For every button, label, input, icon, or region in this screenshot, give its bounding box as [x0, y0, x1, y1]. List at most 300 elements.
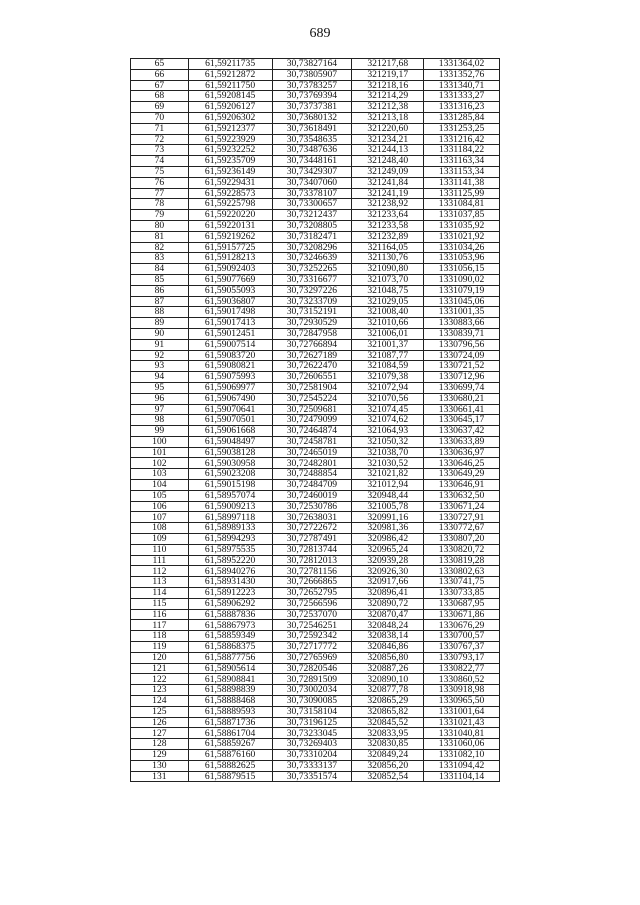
- table-cell: 30,72627189: [272, 350, 352, 361]
- table-cell: 81: [131, 231, 189, 242]
- table-cell: 1330636,97: [424, 447, 500, 458]
- table-cell: 1331352,76: [424, 69, 500, 80]
- table-cell: 1330839,71: [424, 328, 500, 339]
- table-cell: 61,58957074: [188, 490, 272, 501]
- table-cell: 61,59007514: [188, 339, 272, 350]
- table-cell: 61,59236149: [188, 166, 272, 177]
- table-cell: 1331253,25: [424, 123, 500, 134]
- table-cell: 30,73407060: [272, 177, 352, 188]
- table-cell: 71: [131, 123, 189, 134]
- table-cell: 30,72592342: [272, 631, 352, 642]
- table-cell: 321249,09: [352, 166, 424, 177]
- table-cell: 321048,75: [352, 285, 424, 296]
- table-cell: 69: [131, 102, 189, 113]
- table-cell: 30,72537070: [272, 609, 352, 620]
- table-cell: 1330676,29: [424, 620, 500, 631]
- table-cell: 1330820,72: [424, 544, 500, 555]
- table-cell: 320838,14: [352, 631, 424, 642]
- table-cell: 30,72638031: [272, 512, 352, 523]
- table-row: [131, 145, 500, 156]
- table-cell: 30,72458781: [272, 436, 352, 447]
- table-cell: 320890,72: [352, 598, 424, 609]
- table-cell: 30,72666865: [272, 577, 352, 588]
- table-cell: 1330727,91: [424, 512, 500, 523]
- table-cell: 321219,17: [352, 69, 424, 80]
- table-cell: 1331084,81: [424, 199, 500, 210]
- table-cell: 61,58889593: [188, 706, 272, 717]
- table-cell: 111: [131, 555, 189, 566]
- table-cell: 30,73208296: [272, 242, 352, 253]
- table-cell: 1330646,91: [424, 480, 500, 491]
- table-row: [131, 523, 500, 534]
- table-row: [131, 188, 500, 199]
- table-cell: 321074,62: [352, 415, 424, 426]
- table-cell: 1331021,92: [424, 231, 500, 242]
- table-cell: 321130,76: [352, 253, 424, 264]
- table-cell: 30,73208805: [272, 220, 352, 231]
- table-cell: 1330767,37: [424, 642, 500, 653]
- table-cell: 1330671,86: [424, 609, 500, 620]
- table-cell: 61,59212377: [188, 123, 272, 134]
- table-cell: 85: [131, 274, 189, 285]
- table-cell: 320965,24: [352, 544, 424, 555]
- table-cell: 82: [131, 242, 189, 253]
- table-cell: 1330645,17: [424, 415, 500, 426]
- table-cell: 321084,59: [352, 361, 424, 372]
- table-cell: 30,72652795: [272, 588, 352, 599]
- table-cell: 76: [131, 177, 189, 188]
- table-row: [131, 393, 500, 404]
- table-cell: 66: [131, 69, 189, 80]
- table-row: [131, 318, 500, 329]
- table-cell: 1331163,34: [424, 156, 500, 167]
- table-row: [131, 59, 500, 70]
- table-cell: 321234,21: [352, 134, 424, 145]
- table-cell: 321090,80: [352, 264, 424, 275]
- table-cell: 30,73805907: [272, 69, 352, 80]
- table-cell: 61,59157725: [188, 242, 272, 253]
- table-row: [131, 339, 500, 350]
- table-cell: 30,73002034: [272, 685, 352, 696]
- table-row: [131, 350, 500, 361]
- table-cell: 320877,78: [352, 685, 424, 696]
- table-row: [131, 177, 500, 188]
- table-row: [131, 771, 500, 782]
- table-cell: 30,73090085: [272, 696, 352, 707]
- table-cell: 99: [131, 426, 189, 437]
- table-cell: 61,58898839: [188, 685, 272, 696]
- table-cell: 30,72717772: [272, 642, 352, 653]
- table-cell: 1330772,67: [424, 523, 500, 534]
- table-row: [131, 123, 500, 134]
- table-cell: 61,58912223: [188, 588, 272, 599]
- table-cell: 30,73783257: [272, 80, 352, 91]
- table-cell: 321241,84: [352, 177, 424, 188]
- table-cell: 1330680,21: [424, 393, 500, 404]
- table-cell: 61,59228573: [188, 188, 272, 199]
- table-cell: 30,72566596: [272, 598, 352, 609]
- table-cell: 321079,38: [352, 372, 424, 383]
- table-row: [131, 501, 500, 512]
- table-row: [131, 220, 500, 231]
- table-cell: 125: [131, 706, 189, 717]
- table-row: [131, 242, 500, 253]
- table-cell: 321213,18: [352, 112, 424, 123]
- table-row: [131, 750, 500, 761]
- table-cell: 78: [131, 199, 189, 210]
- table-cell: 90: [131, 328, 189, 339]
- table-cell: 30,72813744: [272, 544, 352, 555]
- table-cell: 30,73316677: [272, 274, 352, 285]
- table-cell: 1330721,52: [424, 361, 500, 372]
- table-cell: 65: [131, 59, 189, 70]
- table-cell: 67: [131, 80, 189, 91]
- table-cell: 321217,68: [352, 59, 424, 70]
- table-cell: 30,72465019: [272, 447, 352, 458]
- table-cell: 73: [131, 145, 189, 156]
- table-cell: 30,73769394: [272, 91, 352, 102]
- table-cell: 130: [131, 760, 189, 771]
- table-cell: 1331035,92: [424, 220, 500, 231]
- table-cell: 30,73233709: [272, 296, 352, 307]
- table-cell: 68: [131, 91, 189, 102]
- table-cell: 1331333,27: [424, 91, 500, 102]
- table-cell: 61,59067490: [188, 393, 272, 404]
- table-cell: 61,59229431: [188, 177, 272, 188]
- table-row: [131, 652, 500, 663]
- table-row: [131, 577, 500, 588]
- table-cell: 115: [131, 598, 189, 609]
- table-cell: 1330687,95: [424, 598, 500, 609]
- table-cell: 30,73737381: [272, 102, 352, 113]
- table-cell: 1330712,96: [424, 372, 500, 383]
- table-cell: 1331340,71: [424, 80, 500, 91]
- table-cell: 61,59083720: [188, 350, 272, 361]
- table-cell: 321012,94: [352, 480, 424, 491]
- table-cell: 30,73448161: [272, 156, 352, 167]
- table-cell: 92: [131, 350, 189, 361]
- table-cell: 321030,52: [352, 458, 424, 469]
- table-cell: 61,59092403: [188, 264, 272, 275]
- table-cell: 1331037,85: [424, 210, 500, 221]
- table-cell: 1330793,17: [424, 652, 500, 663]
- table-cell: 61,59015198: [188, 480, 272, 491]
- table-cell: 321218,16: [352, 80, 424, 91]
- table-cell: 61,59211735: [188, 59, 272, 70]
- table-cell: 105: [131, 490, 189, 501]
- table-row: [131, 91, 500, 102]
- table-row: [131, 728, 500, 739]
- table-cell: 61,59211750: [188, 80, 272, 91]
- table-row: [131, 415, 500, 426]
- table-cell: 30,72930529: [272, 318, 352, 329]
- table-cell: 84: [131, 264, 189, 275]
- table-row: [131, 210, 500, 221]
- table-row: [131, 663, 500, 674]
- coordinates-table: [130, 58, 500, 782]
- table-cell: 1330671,24: [424, 501, 500, 512]
- table-cell: 1330965,50: [424, 696, 500, 707]
- table-cell: 61,59055093: [188, 285, 272, 296]
- table-cell: 30,72766894: [272, 339, 352, 350]
- table-cell: 30,72581904: [272, 382, 352, 393]
- table-cell: 103: [131, 469, 189, 480]
- table-cell: 89: [131, 318, 189, 329]
- table-cell: 321001,37: [352, 339, 424, 350]
- table-cell: 321021,82: [352, 469, 424, 480]
- table-cell: 320846,86: [352, 642, 424, 653]
- table-cell: 1331082,10: [424, 750, 500, 761]
- table-cell: 30,73429307: [272, 166, 352, 177]
- table-cell: 1330860,52: [424, 674, 500, 685]
- table-row: [131, 69, 500, 80]
- table-cell: 1331153,34: [424, 166, 500, 177]
- table-cell: 321238,92: [352, 199, 424, 210]
- table-cell: 91: [131, 339, 189, 350]
- table-cell: 61,58877756: [188, 652, 272, 663]
- table-cell: 61,59080821: [188, 361, 272, 372]
- table-cell: 1330724,09: [424, 350, 500, 361]
- table-row: [131, 490, 500, 501]
- table-cell: 61,59077669: [188, 274, 272, 285]
- table-cell: 321232,89: [352, 231, 424, 242]
- table-cell: 61,59206127: [188, 102, 272, 113]
- table-cell: 61,58989133: [188, 523, 272, 534]
- table-row: [131, 739, 500, 750]
- table-row: [131, 534, 500, 545]
- table-cell: 30,73827164: [272, 59, 352, 70]
- table-row: [131, 609, 500, 620]
- table-row: [131, 685, 500, 696]
- table-row: [131, 264, 500, 275]
- table-cell: 30,72484709: [272, 480, 352, 491]
- table-cell: 109: [131, 534, 189, 545]
- table-row: [131, 555, 500, 566]
- table-cell: 75: [131, 166, 189, 177]
- table-cell: 30,72464874: [272, 426, 352, 437]
- table-cell: 129: [131, 750, 189, 761]
- table-cell: 1331079,19: [424, 285, 500, 296]
- table-cell: 61,58952220: [188, 555, 272, 566]
- table-row: [131, 296, 500, 307]
- table-cell: 30,73618491: [272, 123, 352, 134]
- table-cell: 1331021,43: [424, 717, 500, 728]
- table-cell: 30,72482801: [272, 458, 352, 469]
- table-cell: 98: [131, 415, 189, 426]
- table-cell: 320887,26: [352, 663, 424, 674]
- table-cell: 30,73487636: [272, 145, 352, 156]
- table-cell: 321070,56: [352, 393, 424, 404]
- table-row: [131, 631, 500, 642]
- page-number: 689: [309, 26, 331, 41]
- table-cell: 321006,01: [352, 328, 424, 339]
- table-cell: 61,58861704: [188, 728, 272, 739]
- table-cell: 1330741,75: [424, 577, 500, 588]
- table-cell: 30,72545224: [272, 393, 352, 404]
- table-row: [131, 285, 500, 296]
- table-cell: 61,58868375: [188, 642, 272, 653]
- table-cell: 106: [131, 501, 189, 512]
- table-row: [131, 112, 500, 123]
- table-row: [131, 598, 500, 609]
- table-cell: 1330796,56: [424, 339, 500, 350]
- table-cell: 80: [131, 220, 189, 231]
- table-cell: 321220,60: [352, 123, 424, 134]
- table-row: [131, 620, 500, 631]
- table-row: [131, 80, 500, 91]
- table-cell: 1330802,63: [424, 566, 500, 577]
- table-cell: 30,72479099: [272, 415, 352, 426]
- table-cell: 102: [131, 458, 189, 469]
- table-cell: 320870,47: [352, 609, 424, 620]
- table-cell: 61,59208145: [188, 91, 272, 102]
- table-cell: 1330819,28: [424, 555, 500, 566]
- table-cell: 61,59070641: [188, 404, 272, 415]
- table-cell: 321164,05: [352, 242, 424, 253]
- table-cell: 61,59075993: [188, 372, 272, 383]
- table-cell: 61,59220131: [188, 220, 272, 231]
- table-row: [131, 447, 500, 458]
- table-cell: 61,58906292: [188, 598, 272, 609]
- table-cell: 321072,94: [352, 382, 424, 393]
- table-cell: 30,72820546: [272, 663, 352, 674]
- table-cell: 61,59232252: [188, 145, 272, 156]
- table-cell: 30,72787491: [272, 534, 352, 545]
- table-row: [131, 156, 500, 167]
- table-cell: 61,59036807: [188, 296, 272, 307]
- table-cell: 61,59235709: [188, 156, 272, 167]
- table-cell: 30,72606551: [272, 372, 352, 383]
- table-cell: 1331316,23: [424, 102, 500, 113]
- table-cell: 83: [131, 253, 189, 264]
- table-cell: 30,73158104: [272, 706, 352, 717]
- table-cell: 61,59009213: [188, 501, 272, 512]
- table-cell: 61,59061668: [188, 426, 272, 437]
- table-row: [131, 426, 500, 437]
- table-cell: 1331001,35: [424, 307, 500, 318]
- table-row: [131, 588, 500, 599]
- table-row: [131, 544, 500, 555]
- table-cell: 61,59030958: [188, 458, 272, 469]
- table-row: [131, 361, 500, 372]
- table-row: [131, 382, 500, 393]
- table-cell: 1330807,20: [424, 534, 500, 545]
- table-row: [131, 717, 500, 728]
- table-cell: 61,58940276: [188, 566, 272, 577]
- table-cell: 30,72509681: [272, 404, 352, 415]
- table-row: [131, 274, 500, 285]
- table-cell: 320865,82: [352, 706, 424, 717]
- table-row: [131, 436, 500, 447]
- table-cell: 100: [131, 436, 189, 447]
- table-cell: 1330646,25: [424, 458, 500, 469]
- table-cell: 1330822,77: [424, 663, 500, 674]
- table-cell: 30,73680132: [272, 112, 352, 123]
- table-cell: 30,73297226: [272, 285, 352, 296]
- table-cell: 97: [131, 404, 189, 415]
- table-cell: 30,72781156: [272, 566, 352, 577]
- table-cell: 118: [131, 631, 189, 642]
- table-cell: 30,73212437: [272, 210, 352, 221]
- table-cell: 119: [131, 642, 189, 653]
- table-cell: 61,58859267: [188, 739, 272, 750]
- table-cell: 61,59038128: [188, 447, 272, 458]
- table-cell: 30,73333137: [272, 760, 352, 771]
- table-cell: 321214,29: [352, 91, 424, 102]
- table-cell: 116: [131, 609, 189, 620]
- table-cell: 320852,54: [352, 771, 424, 782]
- table-cell: 321064,93: [352, 426, 424, 437]
- table-cell: 61,59012451: [188, 328, 272, 339]
- table-cell: 320856,80: [352, 652, 424, 663]
- table-cell: 61,58997118: [188, 512, 272, 523]
- table-cell: 1331125,99: [424, 188, 500, 199]
- table-cell: 30,73182471: [272, 231, 352, 242]
- table-cell: 86: [131, 285, 189, 296]
- table-cell: 30,73351574: [272, 771, 352, 782]
- table-cell: 61,58908841: [188, 674, 272, 685]
- table-cell: 61,59069977: [188, 382, 272, 393]
- table-cell: 127: [131, 728, 189, 739]
- table-cell: 61,58876160: [188, 750, 272, 761]
- table-cell: 30,72546251: [272, 620, 352, 631]
- table-cell: 126: [131, 717, 189, 728]
- table-cell: 1331184,22: [424, 145, 500, 156]
- table-cell: 30,73246639: [272, 253, 352, 264]
- table-cell: 61,58871736: [188, 717, 272, 728]
- table-cell: 61,59023208: [188, 469, 272, 480]
- table-cell: 30,73300657: [272, 199, 352, 210]
- table-cell: 1330918,98: [424, 685, 500, 696]
- table-cell: 107: [131, 512, 189, 523]
- table-cell: 117: [131, 620, 189, 631]
- table-cell: 321008,40: [352, 307, 424, 318]
- table-cell: 131: [131, 771, 189, 782]
- table-row: [131, 674, 500, 685]
- table-cell: 320948,44: [352, 490, 424, 501]
- table-cell: 61,58859349: [188, 631, 272, 642]
- table-row: [131, 102, 500, 113]
- table-cell: 320856,20: [352, 760, 424, 771]
- table-cell: 321074,45: [352, 404, 424, 415]
- table-cell: 61,59212872: [188, 69, 272, 80]
- table-cell: 74: [131, 156, 189, 167]
- table-cell: 320981,36: [352, 523, 424, 534]
- table-cell: 321029,05: [352, 296, 424, 307]
- table-cell: 121: [131, 663, 189, 674]
- table-cell: 321241,19: [352, 188, 424, 199]
- table-cell: 61,58975535: [188, 544, 272, 555]
- table-cell: 30,72530786: [272, 501, 352, 512]
- table-cell: 30,72765969: [272, 652, 352, 663]
- table-cell: 96: [131, 393, 189, 404]
- table-cell: 1331001,64: [424, 706, 500, 717]
- table-row: [131, 469, 500, 480]
- table-cell: 70: [131, 112, 189, 123]
- table-cell: 321233,64: [352, 210, 424, 221]
- table-row: [131, 231, 500, 242]
- table-row: [131, 372, 500, 383]
- table-cell: 72: [131, 134, 189, 145]
- table-cell: 61,59220220: [188, 210, 272, 221]
- table-cell: 30,72460019: [272, 490, 352, 501]
- table-cell: 93: [131, 361, 189, 372]
- table-cell: 113: [131, 577, 189, 588]
- table-cell: 320991,16: [352, 512, 424, 523]
- table-cell: 61,58867973: [188, 620, 272, 631]
- table-cell: 30,72622470: [272, 361, 352, 372]
- table-cell: 321073,70: [352, 274, 424, 285]
